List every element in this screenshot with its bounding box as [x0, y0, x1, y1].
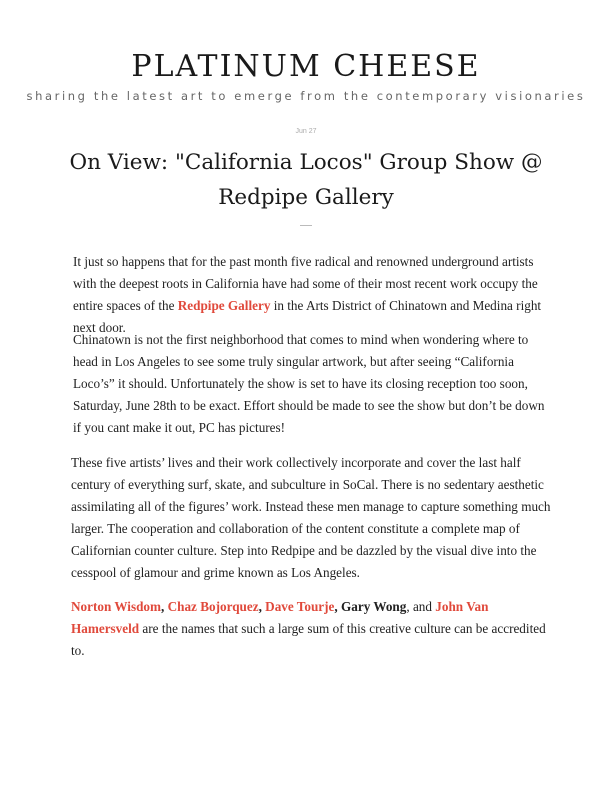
separator: ,	[334, 599, 341, 614]
paragraph-artist-names	[71, 596, 553, 662]
site-tagline: sharing the latest art to emerge from the contemporary visionaries	[26, 89, 586, 103]
separator: ,	[258, 599, 266, 614]
title-divider	[300, 225, 312, 226]
artist-link-dave-tourje[interactable]: Dave Tourje	[265, 599, 335, 614]
post-title[interactable]: On View: "California Locos" Group Show @ Redpipe Gallery	[69, 150, 543, 210]
separator: , and	[406, 599, 436, 614]
paragraph-artists-lives: These five artists’ lives and their work collectively incorporate and cover the last half century of everything surf, skate, and subculture in SoCal. There is no sedentary aesthetic assimilating all of the figures’ work. Instead these men manage to capture something much larger. The cooperation and collaboration of the content constitute a complete map of Californian counter culture. Step into Redpipe and be dazzled by the visual dive into the cesspool of glamour and grime known as Los Angeles.	[71, 455, 551, 580]
artist-link-john-van-hamersveld[interactable]: John Van Hamersveld	[71, 599, 489, 636]
paragraph-text: are the names that such a large sum of this creative culture can be accredited to.	[71, 621, 546, 658]
separator: ,	[161, 599, 168, 614]
paragraph-chinatown: Chinatown is not the first neighborhood that comes to mind when wondering where to head in Los Angeles to see some truly singular artwork, but after seeing “California Loco’s” it should. Unfortunately the show is set to have its closing reception too soon, Saturday, June 28th to be exact. Effort should be made to see the show but don’t be down if you cant make it out, PC has pictures!	[73, 332, 545, 435]
paragraph-text: in the Arts District of Chinatown and Medina right next door.	[73, 298, 542, 335]
site-title[interactable]: PLATINUM CHEESE	[131, 49, 481, 84]
paragraph-text: It just so happens that for the past month five radical and renowned underground artists with the deepest roots in California have had some of their most recent work occupy the entire spaces of the	[73, 254, 538, 313]
redpipe-gallery-link[interactable]: Redpipe Gallery	[177, 298, 271, 313]
site-header	[0, 0, 612, 103]
post-date: Jun 27	[295, 128, 317, 135]
paragraph-intro	[73, 251, 543, 339]
artist-link-chaz-bojorquez[interactable]: Chaz Bojorquez	[167, 599, 259, 614]
artist-link-norton-wisdom[interactable]: Norton Wisdom	[71, 599, 162, 614]
artist-name-gary-wong: Gary Wong	[341, 599, 407, 614]
